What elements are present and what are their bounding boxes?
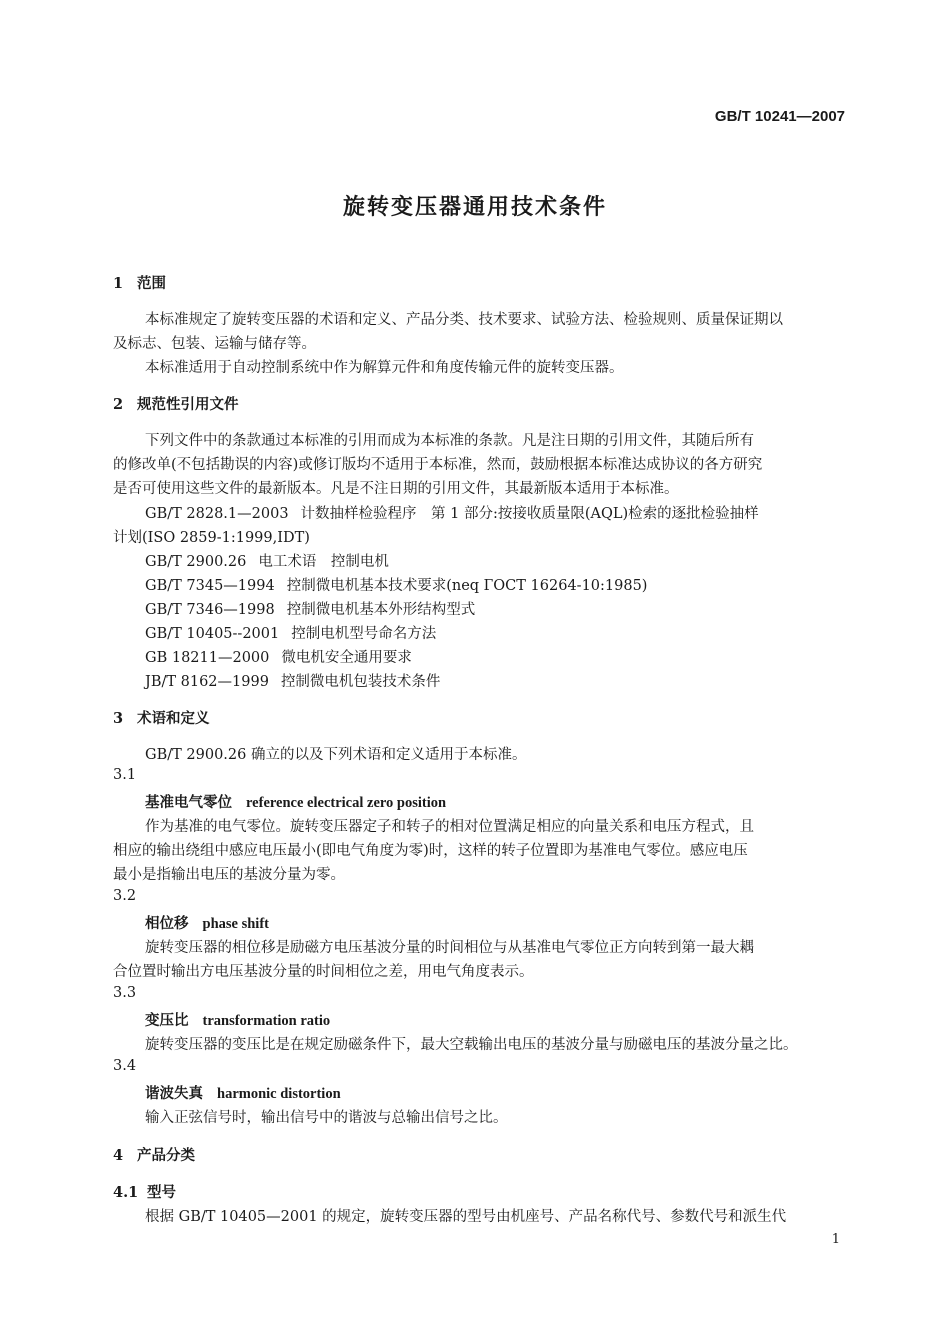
term-title: [145, 791, 446, 812]
section-number: 1: [113, 275, 124, 292]
reference-title: 控制微电机基本外形结构型式: [286, 602, 476, 618]
reference-item: [145, 670, 440, 691]
reference-item: [145, 622, 436, 643]
reference-title: 计数抽样检验程序 第 1 部分:按接收质量限(AQL)检索的逐批检验抽样: [300, 506, 759, 522]
paragraph-line: 及标志、包装、运输与储存等。: [113, 336, 316, 352]
section-title: 规范性引用文件: [137, 396, 239, 413]
term-en: transformation ratio: [202, 1013, 331, 1029]
term-en: phase shift: [202, 916, 269, 932]
page-number: 1: [831, 1232, 840, 1247]
reference-item: [145, 550, 389, 571]
reference-code: JB/T 8162—1999: [145, 674, 269, 690]
reference-title: 电工术语 控制电机: [258, 554, 389, 570]
term-number: 3.4: [113, 1058, 137, 1074]
reference-title: 控制电机型号命名方法: [291, 626, 437, 642]
paragraph-line: 作为基准的电气零位。旋转变压器定子和转子的相对位置满足相应的向量关系和电压方程式，且: [145, 819, 754, 835]
reference-code: GB/T 7345—1994: [145, 578, 275, 594]
section-number: 2: [113, 396, 124, 413]
paragraph-line: 本标准适用于自动控制系统中作为解算元件和角度传输元件的旋转变压器。: [145, 360, 624, 376]
reference-code: GB 18211—2000: [145, 650, 270, 666]
paragraph-line: 最小是指输出电压的基波分量为零。: [113, 867, 345, 883]
reference-code: GB/T 10405--2001: [145, 626, 280, 642]
term-title: [145, 1009, 330, 1030]
section-3-heading: [113, 707, 210, 728]
reference-title: 控制微电机基本技术要求(neq ГОСТ 16264-10:1985): [286, 578, 648, 594]
paragraph-line: 根据 GB/T 10405—2001 的规定，旋转变压器的型号由机座号、产品名称代号、参数代号和派生代: [145, 1209, 787, 1225]
reference-item: [145, 574, 647, 595]
section-4-heading: [113, 1144, 195, 1165]
subsection-4-1-heading: [113, 1181, 176, 1202]
reference-code: GB/T 2828.1—2003: [145, 506, 289, 522]
paragraph-line: 旋转变压器的相位移是励磁方电压基波分量的时间相位与从基准电气零位正方向转到第一最大耦: [145, 940, 754, 956]
term-zh: 相位移: [145, 915, 189, 932]
paragraph-line: 合位置时输出方电压基波分量的时间相位之差，用电气角度表示。: [113, 964, 534, 980]
term-title: [145, 912, 269, 933]
reference-item: [145, 502, 759, 523]
section-title: 产品分类: [137, 1147, 195, 1164]
reference-item: [145, 646, 412, 667]
paragraph-line: 本标准规定了旋转变压器的术语和定义、产品分类、技术要求、试验方法、检验规则、质量保证期以: [145, 312, 783, 328]
section-2-heading: [113, 393, 239, 414]
term-zh: 变压比: [145, 1012, 189, 1029]
reference-title: 控制微电机包装技术条件: [280, 674, 441, 690]
paragraph-line: 相应的输出绕组中感应电压最小(即电气角度为零)时，这样的转子位置即为基准电气零位。感应电压: [113, 843, 748, 859]
term-en: reference electrical zero position: [246, 795, 447, 811]
section-number: 4: [113, 1147, 124, 1164]
section-title: 术语和定义: [137, 710, 210, 727]
term-en: harmonic distortion: [217, 1086, 341, 1102]
subsection-number: 4.1: [113, 1184, 139, 1201]
term-number: 3.1: [113, 767, 137, 783]
section-1-heading: [113, 272, 166, 293]
reference-continuation: 计划(ISO 2859-1:1999,IDT): [113, 530, 310, 546]
reference-title: 微电机安全通用要求: [281, 650, 412, 666]
term-zh: 基准电气零位: [145, 794, 232, 811]
paragraph-line: 下列文件中的条款通过本标准的引用而成为本标准的条款。凡是注日期的引用文件，其随后所有: [145, 433, 754, 449]
paragraph-line: 的修改单(不包括勘误的内容)或修订版均不适用于本标准，然而，鼓励根据本标准达成协议的各方研究: [113, 457, 763, 473]
document-title: 旋转变压器通用技术条件: [342, 194, 607, 220]
paragraph-line: 旋转变压器的变压比是在规定励磁条件下，最大空载输出电压的基波分量与励磁电压的基波分量之比。: [145, 1037, 798, 1053]
paragraph-line: 是否可使用这些文件的最新版本。凡是不注日期的引用文件，其最新版本适用于本标准。: [113, 481, 679, 497]
term-number: 3.3: [113, 985, 137, 1001]
reference-code: GB/T 7346—1998: [145, 602, 275, 618]
term-number: 3.2: [113, 888, 137, 904]
section-number: 3: [113, 710, 124, 727]
subsection-title: 型号: [147, 1184, 176, 1201]
reference-code: GB/T 2900.26: [145, 554, 247, 570]
section-title: 范围: [137, 275, 166, 292]
standard-number: GB/T 10241—2007: [714, 108, 845, 125]
paragraph-line: GB/T 2900.26 确立的以及下列术语和定义适用于本标准。: [145, 747, 527, 763]
term-title: [145, 1082, 341, 1103]
paragraph-line: 输入正弦信号时，输出信号中的谐波与总输出信号之比。: [145, 1110, 508, 1126]
term-zh: 谐波失真: [145, 1085, 203, 1102]
reference-item: [145, 598, 475, 619]
